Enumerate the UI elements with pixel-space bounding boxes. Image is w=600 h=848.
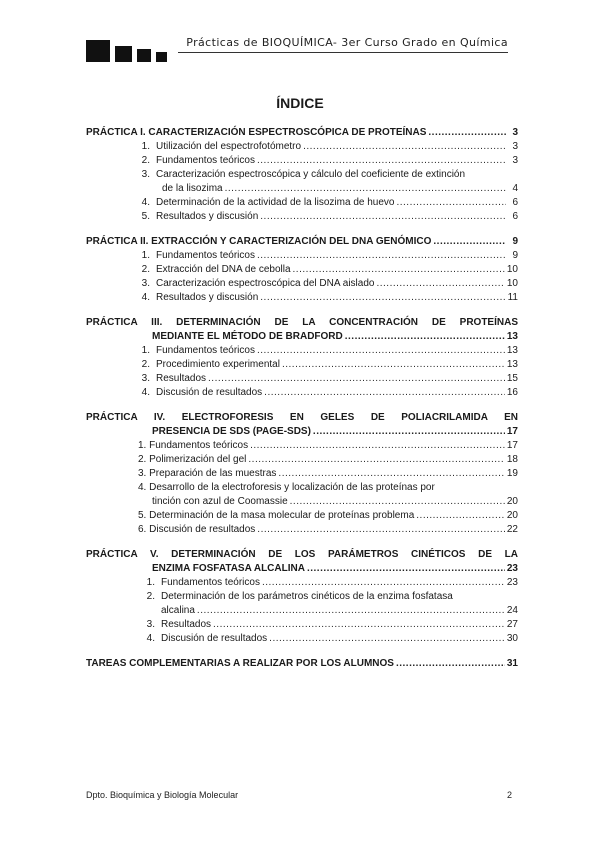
entry-text: Resultados [156,373,207,384]
entry-text: Resultados y discusión [156,211,259,222]
toc-entry[interactable] [86,523,518,537]
section-title: PRÁCTICA I. CARACTERIZACIÓN ESPECTROSCÓPICA DE PROTEÍNAS [86,127,427,138]
section-title-line1[interactable]: PRÁCTICA IV. ELECTROFORESIS EN GELES DE POLIACRILAMIDA EN [86,412,518,423]
dot-leader [257,523,505,537]
page-number: 17 [506,440,518,451]
dot-leader [257,249,506,263]
toc-entry[interactable] [86,439,518,453]
dot-leader [303,140,506,154]
table-of-contents [86,126,518,682]
header-square-icon [156,52,167,62]
entry-text: alcalina [161,605,195,616]
page-number: 6 [512,211,518,222]
entry-number: 1. [138,440,147,451]
dot-leader [345,330,505,344]
footer-page-number: 2 [506,790,512,800]
dot-leader [278,467,504,481]
entry-text: Determinación de la masa molecular de proteínas problema [149,510,415,521]
toc-entry-continuation[interactable] [86,182,518,196]
header-square-icon [86,40,110,62]
page-number: 13 [506,359,518,370]
page-number: 17 [506,426,518,437]
page-number: 3 [512,141,518,152]
header-divider [178,52,508,53]
page-number: 31 [506,658,518,669]
entry-number: 4. [138,482,147,493]
entry-number: 3. [146,619,155,630]
entry-text: Discusión de resultados [156,387,263,398]
dot-leader [262,576,505,590]
section-title: TAREAS COMPLEMENTARIAS A REALIZAR POR LOS ALUMNOS [86,658,394,669]
toc-section-heading[interactable] [86,562,518,576]
toc-entry-continuation[interactable] [86,495,518,509]
entry-number: 3. [141,278,150,289]
entry-text: Desarrollo de la electroforesis y localización de las proteínas por [149,482,435,493]
section-title-line2: ENZIMA FOSFATASA ALCALINA [152,563,305,574]
entry-text: Procedimiento experimental [156,359,280,370]
toc-section-heading[interactable] [86,330,518,344]
entry-text: tinción con azul de Coomassie [152,496,288,507]
entry-number: 6. [138,524,147,535]
toc-section-5 [86,548,518,646]
dot-leader [213,618,505,632]
dot-leader [376,277,504,291]
toc-entry[interactable] [86,168,518,182]
toc-entry[interactable] [86,140,518,154]
section-title: PRÁCTICA II. EXTRACCIÓN Y CARACTERIZACIÓN DEL DNA GENÓMICO [86,236,432,247]
page-number: 10 [506,264,518,275]
dot-leader [225,182,506,196]
page-number: 23 [506,563,518,574]
entry-text: Fundamentos teóricos [156,155,255,166]
toc-entry[interactable] [86,210,518,224]
page-number: 9 [512,250,518,261]
toc-section-2 [86,235,518,305]
entry-number: 4. [141,387,150,398]
page-number: 18 [506,454,518,465]
entry-number: 5. [138,510,147,521]
entry-number: 4. [146,633,155,644]
entry-text: Preparación de las muestras [149,468,277,479]
page-number: 4 [512,183,518,194]
entry-number: 3. [138,468,147,479]
entry-text: de la lisozima [162,183,223,194]
section-title-line1[interactable]: PRÁCTICA III. DETERMINACIÓN DE LA CONCENTRACIÓN DE PROTEÍNAS [86,317,518,328]
entry-number: 1. [141,345,150,356]
toc-entry[interactable] [86,249,518,263]
page-number: 13 [506,331,518,342]
dot-leader [290,495,505,509]
dot-leader [248,453,504,467]
dot-leader [396,196,506,210]
toc-section-heading[interactable] [86,425,518,439]
entry-text: Fundamentos teóricos [156,250,255,261]
dot-leader [250,439,505,453]
entry-text: Resultados y discusión [156,292,259,303]
entry-number: 4. [141,292,150,303]
toc-entry[interactable] [86,481,518,495]
dot-leader [428,126,506,140]
entry-number: 2. [138,454,147,465]
dot-leader [197,604,505,618]
page-number: 3 [512,155,518,166]
index-title: ÍNDICE [276,95,324,111]
entry-number: 2. [141,155,150,166]
entry-number: 3. [141,373,150,384]
toc-entry[interactable] [86,277,518,291]
entry-number: 2. [141,359,150,370]
dot-leader [282,358,505,372]
page-number: 30 [506,633,518,644]
entry-text: Extracción del DNA de cebolla [156,264,291,275]
dot-leader [293,263,505,277]
page-number: 27 [506,619,518,630]
entry-text: Caracterización espectroscópica del DNA aislado [156,278,375,289]
page-number: 20 [506,496,518,507]
entry-text: Fundamentos teóricos [149,440,249,451]
section-title-line2: PRESENCIA DE SDS (PAGE-SDS) [152,426,311,437]
page-number: 22 [506,524,518,535]
header-logo [86,40,167,62]
entry-text: Discusión de resultados [161,633,268,644]
toc-entry[interactable] [86,291,518,305]
page-number: 6 [512,197,518,208]
toc-entry[interactable] [86,576,518,590]
entry-number: 4. [141,197,150,208]
dot-leader [269,632,505,646]
page-number: 3 [512,127,518,138]
toc-entry[interactable] [86,509,518,523]
header-square-icon [137,49,151,62]
dot-leader [433,235,506,249]
dot-leader [396,657,505,671]
toc-section-tareas [86,657,518,671]
dot-leader [208,372,505,386]
toc-section-heading[interactable] [86,235,518,249]
page-number: 10 [506,278,518,289]
page-number: 24 [506,605,518,616]
page-number: 13 [506,345,518,356]
entry-text: Fundamentos teóricos [156,345,255,356]
footer-department: Dpto. Bioquímica y Biología Molecular [86,790,239,800]
entry-text: Discusión de resultados [149,524,256,535]
toc-entry[interactable] [86,632,518,646]
toc-section-4 [86,411,518,537]
dot-leader [307,562,505,576]
toc-entry[interactable] [86,590,518,604]
entry-text: Determinación de la actividad de la lisozima de huevo [156,197,395,208]
toc-section-heading[interactable] [86,126,518,140]
toc-entry[interactable] [86,263,518,277]
entry-text: Determinación de los parámetros cinéticos de la enzima fosfatasa [161,591,453,602]
dot-leader [264,386,505,400]
entry-number: 2. [146,591,155,602]
page-number: 15 [506,373,518,384]
entry-number: 5. [141,211,150,222]
page-number: 16 [506,387,518,398]
entry-number: 1. [141,141,150,152]
dot-leader [257,344,505,358]
toc-section-3 [86,316,518,400]
toc-entry[interactable] [86,154,518,168]
page-number: 9 [512,236,518,247]
toc-section-1 [86,126,518,224]
entry-number: 2. [141,264,150,275]
toc-entry[interactable] [86,453,518,467]
dot-leader [416,509,505,523]
dot-leader [260,291,505,305]
toc-entry[interactable] [86,467,518,481]
toc-section-heading[interactable] [86,657,518,671]
toc-entry[interactable] [86,358,518,372]
section-title-line2: MEDIANTE EL MÉTODO DE BRADFORD [152,331,343,342]
toc-entry[interactable] [86,344,518,358]
toc-entry[interactable] [86,386,518,400]
header-square-icon [115,46,132,62]
dot-leader [260,210,506,224]
page-number: 11 [507,292,518,303]
toc-entry-continuation[interactable] [86,604,518,618]
entry-number: 3. [141,169,150,180]
entry-text: Caracterización espectroscópica y cálculo del coeficiente de extinción [156,169,466,180]
toc-entry[interactable] [86,618,518,632]
entry-text: Resultados [161,619,212,630]
entry-text: Polimerización del gel [149,454,247,465]
entry-number: 1. [146,577,155,588]
dot-leader [257,154,506,168]
page-number: 20 [506,510,518,521]
section-title-line1[interactable]: PRÁCTICA V. DETERMINACIÓN DE LOS PARÁMETROS CINÉTICOS DE LA [86,549,518,560]
toc-entry[interactable] [86,372,518,386]
entry-text: Utilización del espectrofotómetro [156,141,302,152]
entry-number: 1. [141,250,150,261]
page-number: 19 [506,468,518,479]
page-number: 23 [506,577,518,588]
entry-text: Fundamentos teóricos [161,577,260,588]
header-title: Prácticas de BIOQUÍMICA- 3er Curso Grado en Química [186,36,508,49]
toc-entry[interactable] [86,196,518,210]
dot-leader [313,425,505,439]
